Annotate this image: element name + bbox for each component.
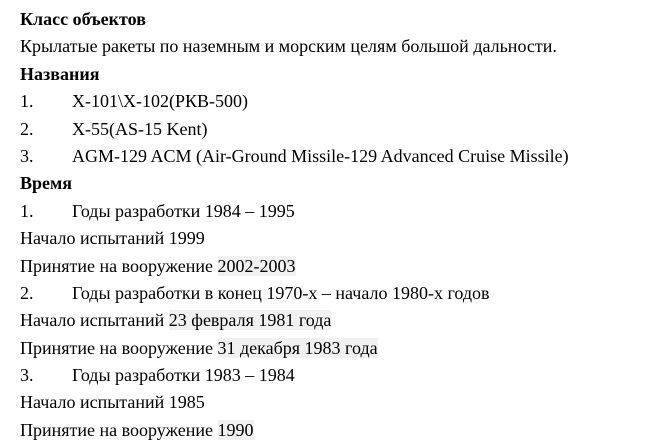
list-number: 3. [20, 145, 34, 166]
list-number: 3. [20, 365, 34, 386]
development-years: Годы разработки 1983 – 1984 [72, 365, 295, 386]
adoption-label: Принятие на вооружение [20, 255, 218, 276]
list-item [20, 362, 666, 389]
time-heading: Время [20, 173, 73, 194]
list-number: 2. [20, 118, 34, 139]
test-start-line [20, 307, 666, 334]
list-item [20, 88, 666, 115]
adoption-line [20, 417, 666, 444]
list-item [20, 280, 666, 307]
list-item [20, 116, 666, 143]
name-text: Х-101\Х-102(РКВ-500) [72, 91, 248, 112]
list-item [20, 198, 666, 225]
adoption-line [20, 253, 666, 280]
adoption-label: Принятие на вооружение [20, 337, 218, 358]
test-start-label: Начало испытаний [20, 392, 169, 413]
list-number: 1. [20, 200, 34, 221]
adoption-value: 31 декабря 1983 года [217, 337, 378, 358]
test-start-label: Начало испытаний [20, 310, 169, 331]
name-text: AGM-129 ACM (Air-Ground Missile-129 Advanced Cruise Missile) [72, 145, 569, 166]
development-years: Годы разработки 1984 – 1995 [72, 200, 295, 221]
adoption-value: 2002-2003 [217, 255, 296, 276]
list-item [20, 143, 666, 170]
class-text: Крылатые ракеты по наземным и морским целям большой дальности. [20, 36, 557, 57]
name-text: Х-55(AS-15 Kent) [72, 118, 208, 139]
test-start-value: 1985 [168, 392, 205, 413]
test-start-line [20, 389, 666, 416]
adoption-line [20, 335, 666, 362]
adoption-label: Принятие на вооружение [20, 419, 218, 440]
adoption-value: 1990 [217, 419, 254, 440]
development-years: Годы разработки в конец 1970-х – начало 1980-х годов [72, 282, 490, 303]
names-heading: Названия [20, 63, 100, 84]
test-start-value: 23 февраля 1981 года [168, 310, 332, 331]
list-number: 2. [20, 282, 34, 303]
test-start-value: 1999 [168, 228, 205, 249]
class-heading: Класс объектов [20, 9, 146, 29]
list-number: 1. [20, 91, 34, 112]
test-start-label: Начало испытаний [20, 228, 169, 249]
test-start-line [20, 225, 666, 252]
